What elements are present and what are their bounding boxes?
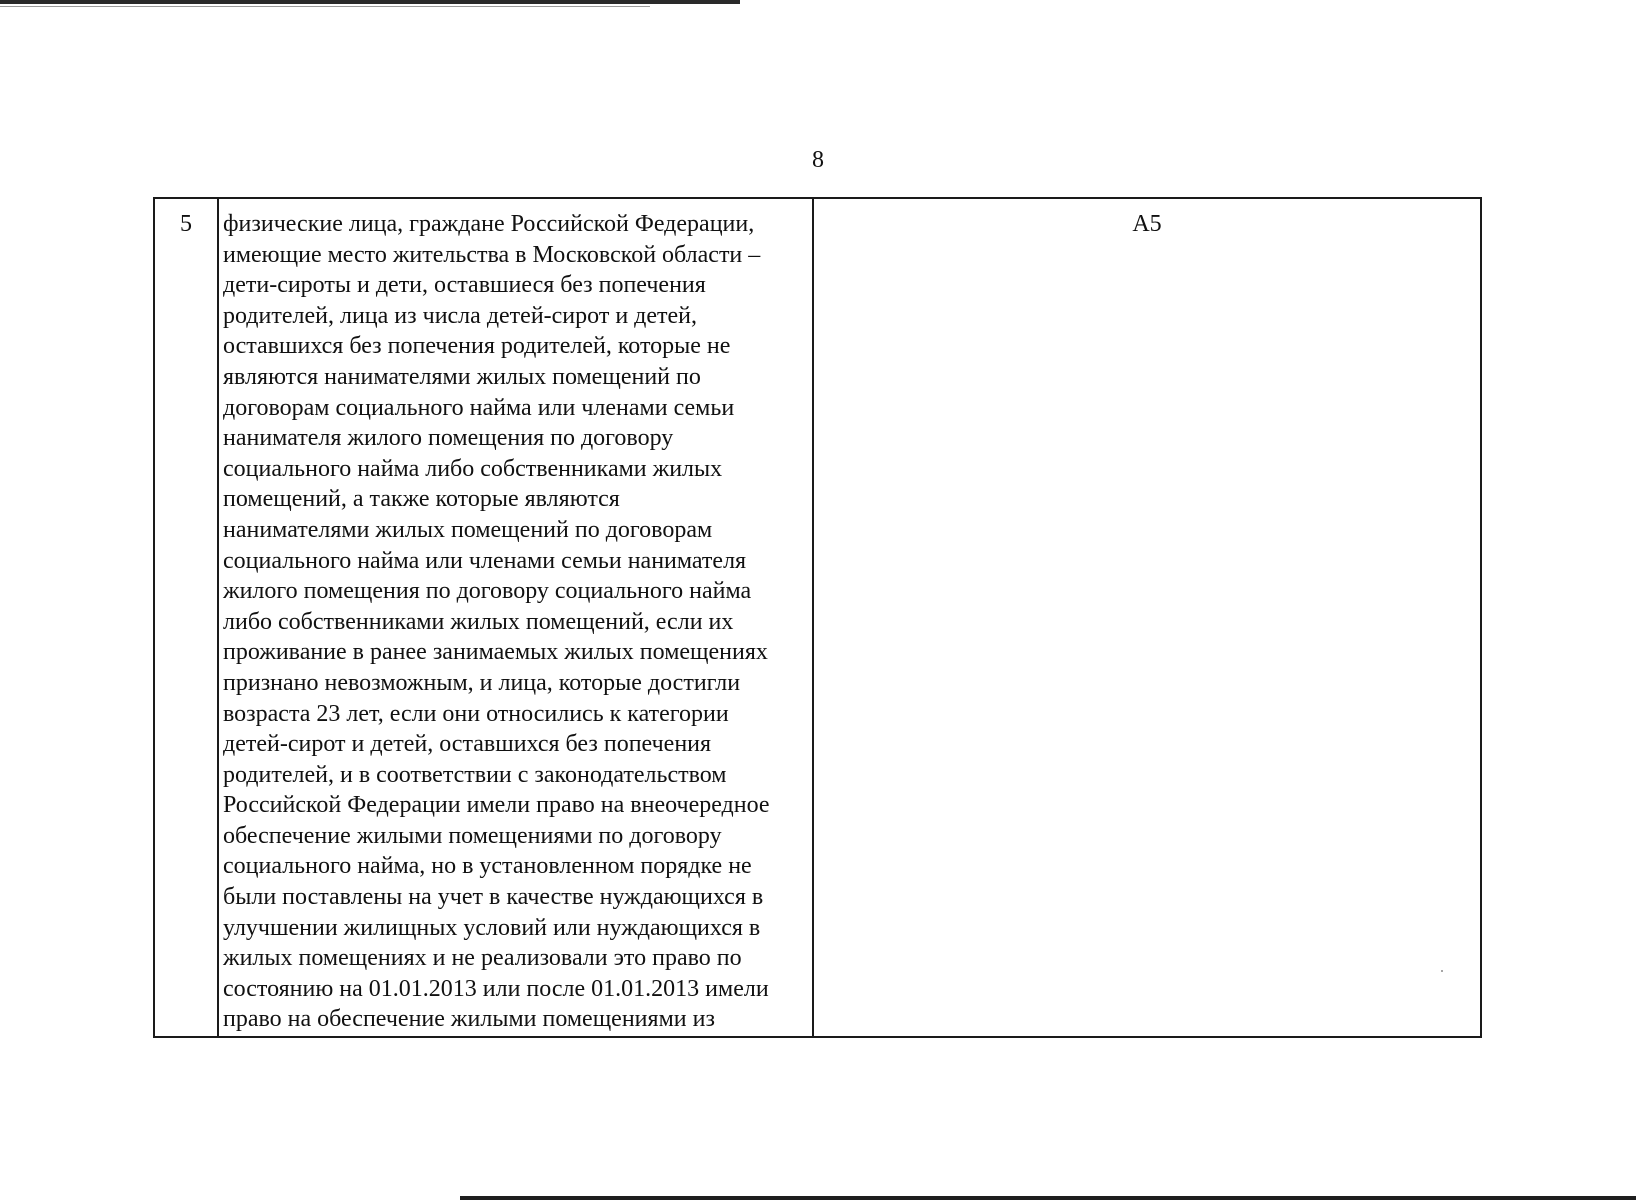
description-line: родителей, лица из числа детей-сирот и детей, <box>223 302 698 329</box>
description-line: жилого помещения по договору социального найма <box>223 578 752 605</box>
description-line: помещений, а также которые являются <box>223 486 620 513</box>
description-line: социального найма или членами семьи нанимателя <box>223 547 747 574</box>
description-line: социального найма, но в установленном порядке не <box>223 853 752 880</box>
description-line: нанимателя жилого помещения по договору <box>223 425 674 452</box>
description-line: являются нанимателями жилых помещений по <box>223 363 701 390</box>
description-line: дети-сироты и дети, оставшиеся без попечения <box>223 272 706 299</box>
description-line: обеспечение жилыми помещениями по договору <box>223 822 722 849</box>
row-code-cell: А5 <box>813 198 1481 1037</box>
description-line: признано невозможным, и лица, которые достигли <box>223 669 741 696</box>
scan-edge-bottom <box>460 1196 1636 1200</box>
description-line: родителей, и в соответствии с законодательством <box>223 761 727 788</box>
row-number-cell: 5 <box>154 198 218 1037</box>
description-line: нанимателями жилых помещений по договорам <box>223 516 713 543</box>
description-line: были поставлены на учет в качестве нуждающихся в <box>223 884 764 911</box>
description-line: имеющие место жительства в Московской области – <box>223 241 761 268</box>
description-line: Российской Федерации имели право на внеочередное <box>223 792 770 819</box>
row-description-cell <box>218 198 813 1037</box>
description-line: физические лица, граждане Российской Федерации, <box>223 211 755 237</box>
document-table <box>153 197 1482 1038</box>
description-line: социального найма либо собственниками жилых <box>223 455 723 482</box>
description-line: улучшении жилищных условий или нуждающихся в <box>223 914 761 941</box>
description-line: либо собственниками жилых помещений, если их <box>223 608 734 635</box>
description-line: состоянию на 01.01.2013 или после 01.01.2013 имели <box>223 975 769 1002</box>
table-row <box>154 198 1481 1037</box>
description-line: оставшихся без попечения родителей, которые не <box>223 333 731 360</box>
description-line: детей-сирот и детей, оставшихся без попечения <box>223 731 712 758</box>
scan-speck <box>1441 970 1443 972</box>
description-line: жилых помещениях и не реализовали это право по <box>223 945 742 972</box>
page-number: 8 <box>812 147 824 173</box>
description-line: право на обеспечение жилыми помещениями из <box>223 1006 715 1033</box>
scan-edge-top <box>0 0 740 4</box>
description-line: договорам социального найма или членами семьи <box>223 394 735 421</box>
description-line: проживание в ранее занимаемых жилых помещениях <box>223 639 768 666</box>
description-line: возраста 23 лет, если они относились к категории <box>223 700 729 727</box>
